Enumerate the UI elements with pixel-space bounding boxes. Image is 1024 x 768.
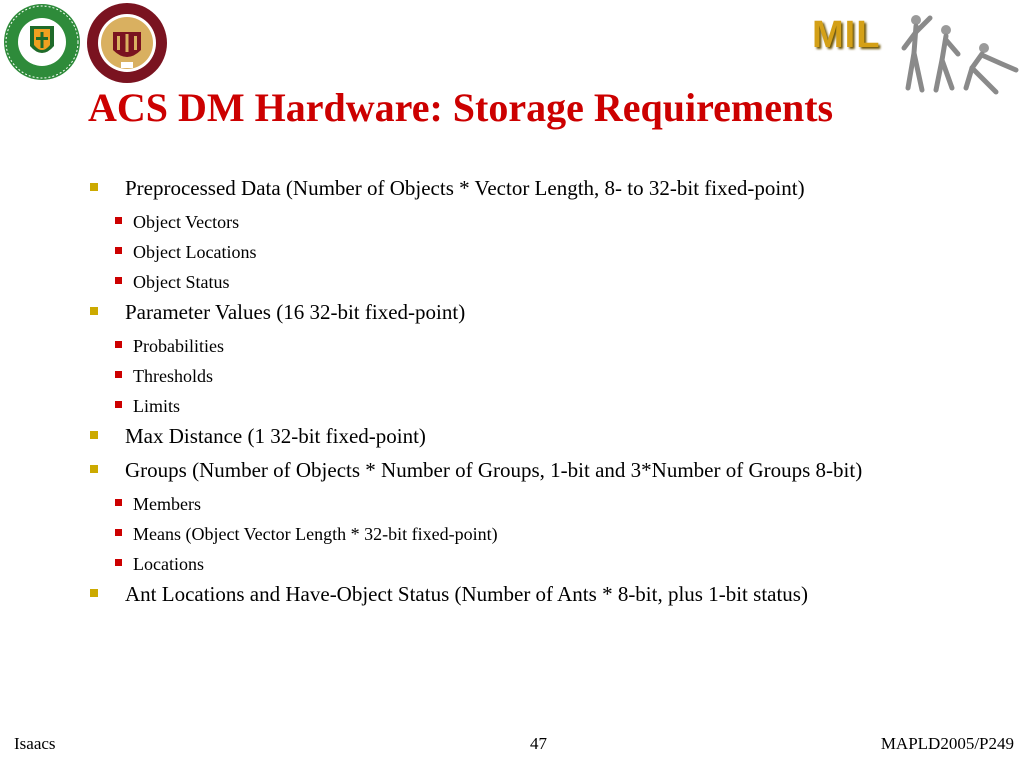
famu-seal-logo xyxy=(2,2,82,82)
fsu-seal-logo xyxy=(86,2,168,84)
bullet-item xyxy=(88,300,908,325)
bullet-item xyxy=(88,582,908,607)
footer-author: Isaacs xyxy=(14,734,56,753)
sub-bullet-item: Object Status xyxy=(88,270,908,294)
robot-figures-icon xyxy=(900,8,1024,100)
bullet-text: Max Distance (1 32-bit fixed-point) xyxy=(125,424,426,448)
bullet-text: Parameter Values (16 32-bit fixed-point) xyxy=(125,300,466,324)
bullet-list xyxy=(88,176,908,616)
sub-bullet-item: Thresholds xyxy=(88,364,908,388)
mil-logo xyxy=(812,8,1024,100)
bullet-text: Groups (Number of Objects * Number of Groups, 1-bit and 3*Number of Groups 8-bit) xyxy=(125,458,863,482)
sub-bullet-item: Members xyxy=(88,492,908,516)
sub-bullet-item: Locations xyxy=(88,552,908,576)
sub-bullet-item: Object Vectors xyxy=(88,210,908,234)
mil-logo-text: MIL xyxy=(812,14,881,56)
sub-bullet-list xyxy=(88,492,908,576)
bullet-text: Ant Locations and Have-Object Status (Number of Ants * 8-bit, plus 1-bit status) xyxy=(125,582,808,606)
bullet-item xyxy=(88,176,908,201)
sub-bullet-item: Object Locations xyxy=(88,240,908,264)
slide-title: ACS DM Hardware: Storage Requirements xyxy=(88,85,834,130)
footer-page-number: 47 xyxy=(530,734,547,753)
footer-conference-id: MAPLD2005/P249 xyxy=(880,734,1014,753)
sub-bullet-list xyxy=(88,210,908,294)
sub-bullet-item: Means (Object Vector Length * 32-bit fixed-point) xyxy=(88,522,908,546)
sub-bullet-item: Limits xyxy=(88,394,908,418)
bullet-item xyxy=(88,424,908,449)
sub-bullet-item: Probabilities xyxy=(88,334,908,358)
sub-bullet-list xyxy=(88,334,908,418)
bullet-text: Preprocessed Data (Number of Objects * Vector Length, 8- to 32-bit fixed-point) xyxy=(125,176,805,200)
bullet-item xyxy=(88,458,908,483)
